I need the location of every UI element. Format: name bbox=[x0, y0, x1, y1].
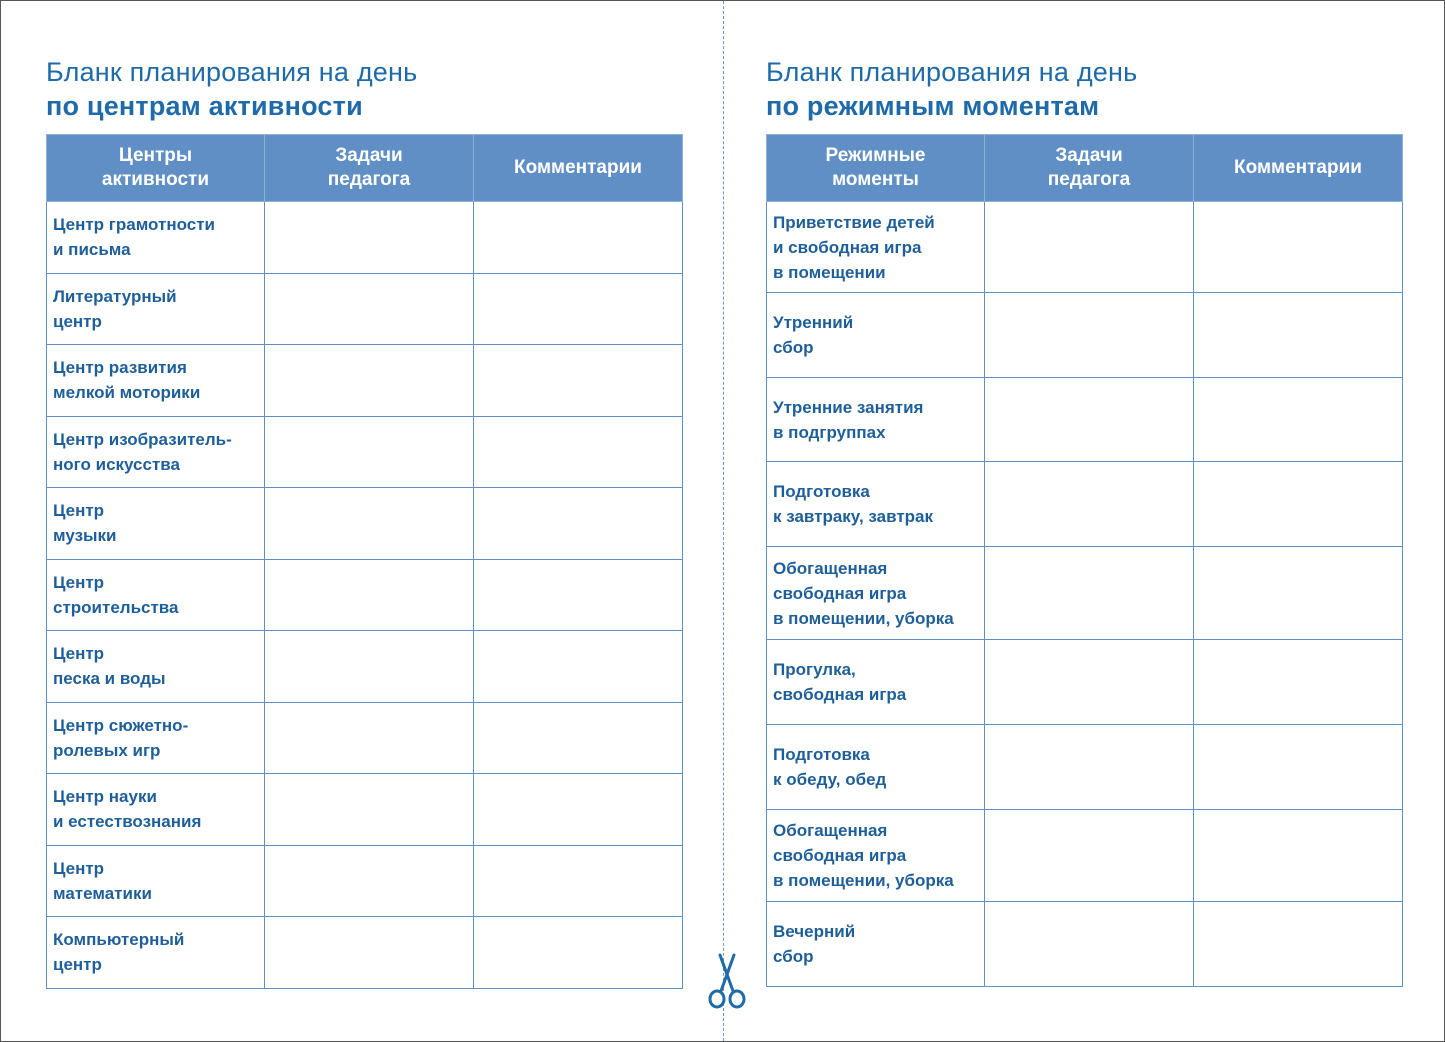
tasks-cell[interactable] bbox=[265, 559, 474, 631]
row-label: Центр музыки bbox=[47, 488, 265, 560]
comments-cell[interactable] bbox=[1194, 810, 1403, 902]
row-label: Прогулка, свободная игра bbox=[767, 640, 985, 725]
tasks-cell[interactable] bbox=[985, 462, 1194, 547]
row-label: Центр науки и естествознания bbox=[47, 774, 265, 846]
table-row bbox=[47, 702, 683, 774]
tasks-cell[interactable] bbox=[265, 917, 474, 989]
comments-cell[interactable] bbox=[474, 845, 683, 917]
comments-cell[interactable] bbox=[1194, 378, 1403, 462]
row-label: Приветствие детей и свободная игра в помещении bbox=[767, 202, 985, 293]
column-header: Задачи педагога bbox=[985, 135, 1194, 202]
table-row bbox=[47, 559, 683, 631]
row-label: Центр песка и воды bbox=[47, 631, 265, 703]
comments-cell[interactable] bbox=[1194, 725, 1403, 810]
right-title-line2: по режимным моментам bbox=[766, 91, 1100, 121]
comments-cell[interactable] bbox=[474, 345, 683, 417]
tasks-cell[interactable] bbox=[985, 810, 1194, 902]
tasks-cell[interactable] bbox=[265, 702, 474, 774]
tasks-cell[interactable] bbox=[265, 202, 474, 274]
row-label: Центр развития мелкой моторики bbox=[47, 345, 265, 417]
row-label: Центр математики bbox=[47, 845, 265, 917]
table-row bbox=[47, 774, 683, 846]
row-label: Утренние занятия в подгруппах bbox=[767, 378, 985, 462]
table-row bbox=[767, 462, 1403, 547]
tasks-cell[interactable] bbox=[985, 902, 1194, 987]
row-label: Подготовка к завтраку, завтрак bbox=[767, 462, 985, 547]
cut-line bbox=[723, 1, 724, 1041]
tasks-cell[interactable] bbox=[265, 345, 474, 417]
table-row bbox=[47, 345, 683, 417]
row-label: Обогащенная свободная игра в помещении, уборка bbox=[767, 810, 985, 902]
table-row bbox=[47, 488, 683, 560]
table-row bbox=[47, 845, 683, 917]
row-label: Вечерний сбор bbox=[767, 902, 985, 987]
column-header: Режимные моменты bbox=[767, 135, 985, 202]
table-row bbox=[767, 725, 1403, 810]
comments-cell[interactable] bbox=[474, 273, 683, 345]
comments-cell[interactable] bbox=[474, 917, 683, 989]
table-row bbox=[767, 640, 1403, 725]
tasks-cell[interactable] bbox=[265, 774, 474, 846]
row-label: Литературный центр bbox=[47, 273, 265, 345]
row-label: Обогащенная свободная игра в помещении, уборка bbox=[767, 547, 985, 640]
column-header: Комментарии bbox=[1194, 135, 1403, 202]
comments-cell[interactable] bbox=[474, 559, 683, 631]
table-row bbox=[767, 202, 1403, 293]
right-title-line1: Бланк планирования на день bbox=[766, 57, 1138, 87]
tasks-cell[interactable] bbox=[985, 640, 1194, 725]
column-header: Задачи педагога bbox=[265, 135, 474, 202]
tasks-cell[interactable] bbox=[985, 293, 1194, 378]
tasks-cell[interactable] bbox=[265, 845, 474, 917]
tasks-cell[interactable] bbox=[985, 725, 1194, 810]
comments-cell[interactable] bbox=[474, 488, 683, 560]
left-title-line1: Бланк планирования на день bbox=[46, 57, 418, 87]
comments-cell[interactable] bbox=[474, 631, 683, 703]
comments-cell[interactable] bbox=[1194, 547, 1403, 640]
table-row bbox=[47, 631, 683, 703]
left-page bbox=[46, 56, 686, 975]
row-label: Центр грамотности и письма bbox=[47, 202, 265, 274]
row-label: Центр строительства bbox=[47, 559, 265, 631]
row-label: Компьютерный центр bbox=[47, 917, 265, 989]
left-plan-table bbox=[46, 134, 683, 989]
scissors-icon bbox=[707, 953, 747, 1011]
right-page bbox=[766, 56, 1406, 966]
row-label: Центр изобразитель- ного искусства bbox=[47, 416, 265, 488]
comments-cell[interactable] bbox=[1194, 902, 1403, 987]
comments-cell[interactable] bbox=[1194, 640, 1403, 725]
table-row bbox=[47, 416, 683, 488]
comments-cell[interactable] bbox=[1194, 462, 1403, 547]
table-row bbox=[767, 378, 1403, 462]
tasks-cell[interactable] bbox=[265, 631, 474, 703]
comments-cell[interactable] bbox=[1194, 293, 1403, 378]
header-row bbox=[767, 135, 1403, 202]
table-row bbox=[767, 810, 1403, 902]
right-plan-table bbox=[766, 134, 1403, 987]
table-row bbox=[767, 902, 1403, 987]
tasks-cell[interactable] bbox=[265, 416, 474, 488]
tasks-cell[interactable] bbox=[985, 378, 1194, 462]
comments-cell[interactable] bbox=[474, 202, 683, 274]
tasks-cell[interactable] bbox=[985, 547, 1194, 640]
table-row bbox=[767, 293, 1403, 378]
header-row bbox=[47, 135, 683, 202]
table-row bbox=[47, 202, 683, 274]
row-label: Утренний сбор bbox=[767, 293, 985, 378]
table-row bbox=[767, 547, 1403, 640]
comments-cell[interactable] bbox=[474, 702, 683, 774]
table-row bbox=[47, 273, 683, 345]
tasks-cell[interactable] bbox=[265, 273, 474, 345]
column-header: Комментарии bbox=[474, 135, 683, 202]
left-title-line2: по центрам активности bbox=[46, 91, 363, 121]
row-label: Центр сюжетно- ролевых игр bbox=[47, 702, 265, 774]
tasks-cell[interactable] bbox=[265, 488, 474, 560]
row-label: Подготовка к обеду, обед bbox=[767, 725, 985, 810]
comments-cell[interactable] bbox=[1194, 202, 1403, 293]
comments-cell[interactable] bbox=[474, 774, 683, 846]
column-header: Центры активности bbox=[47, 135, 265, 202]
comments-cell[interactable] bbox=[474, 416, 683, 488]
table-row bbox=[47, 917, 683, 989]
tasks-cell[interactable] bbox=[985, 202, 1194, 293]
